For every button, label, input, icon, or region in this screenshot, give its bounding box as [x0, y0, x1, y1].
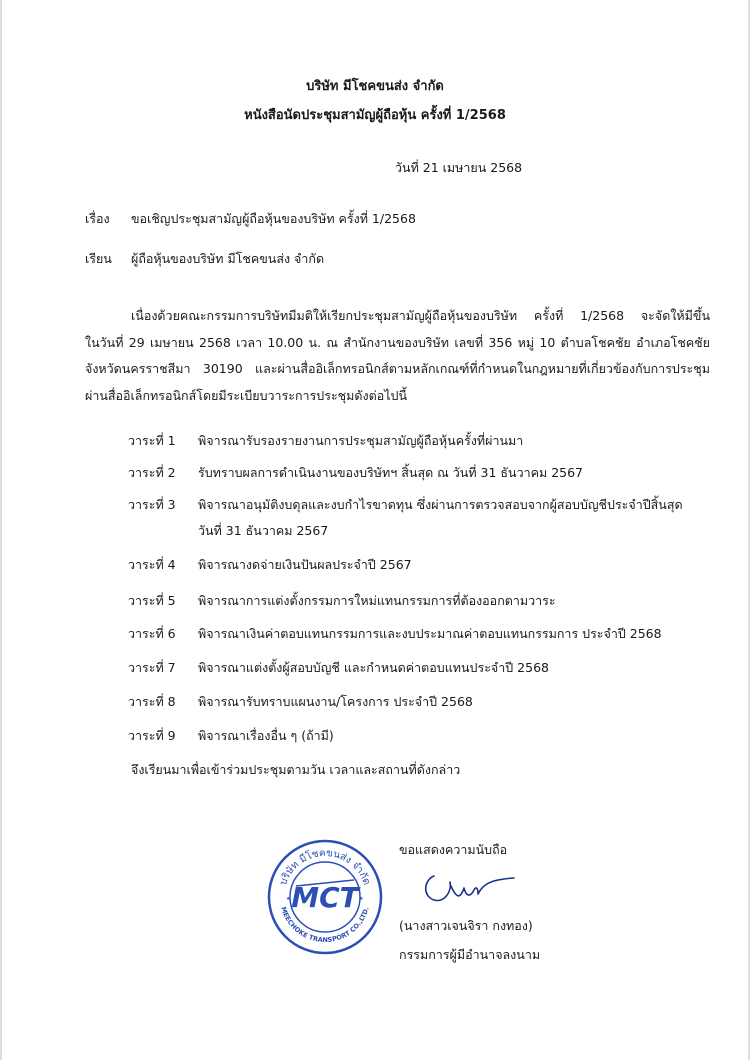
company-seal	[266, 838, 384, 956]
signer-name: (นางสาวเจนจิรา กงทอง)	[399, 918, 533, 933]
agenda-text: พิจารณาเงินค่าตอบแทนกรรมการและงบประมาณค่าตอบแทนกรรมการ ประจำปี 2568	[198, 626, 662, 641]
agenda-number: วาระที่ 5	[128, 593, 176, 608]
body-line-4: ผ่านสื่ออิเล็กทรอนิกส์โดยมีระเบียบวาระการประชุมดังต่อไปนี้	[85, 388, 407, 403]
company-title: บริษัท มีโชคขนส่ง จำกัด	[306, 79, 444, 94]
agenda-text-continued: วันที่ 31 ธันวาคม 2567	[198, 523, 329, 538]
body-line-3: จังหวัดนครราชสีมา 30190 และผ่านสื่ออิเล็กทรอนิกส์ตามหลักเกณฑ์ที่กำหนดในกฎหมายที่เกี่ยวข้องกับการประชุม	[85, 361, 710, 376]
subject-label: เรื่อง	[85, 211, 110, 226]
agenda-text: พิจารณาการแต่งตั้งกรรมการใหม่แทนกรรมการที่ต้องออกตามวาระ	[198, 593, 556, 608]
subject-text: ขอเชิญประชุมสามัญผู้ถือหุ้นของบริษัท ครั้งที่ 1/2568	[131, 211, 416, 226]
seal-top-text: บริษัท มีโชคขนส่ง จำกัด	[278, 847, 372, 887]
regards-text: ขอแสดงความนับถือ	[399, 842, 508, 857]
agenda-text: พิจารณาเรื่องอื่น ๆ (ถ้ามี)	[198, 728, 334, 743]
body-line-2: ในวันที่ 29 เมษายน 2568 เวลา 10.00 น. ณ สำนักงานของบริษัท เลขที่ 356 หมู่ 10 ตำบลโชคชัย อำเภอโชคชัย	[85, 335, 710, 350]
recipient-label: เรียน	[85, 251, 112, 266]
recipient-text: ผู้ถือหุ้นของบริษัท มีโชคขนส่ง จำกัด	[131, 251, 325, 266]
seal-star-icon: ★	[286, 896, 291, 902]
notice-date: วันที่ 21 เมษายน 2568	[395, 160, 523, 175]
agenda-number: วาระที่ 9	[128, 728, 176, 743]
agenda-text: พิจารณารับทราบแผนงาน/โครงการ ประจำปี 2568	[198, 694, 473, 709]
body-line-1: เนื่องด้วยคณะกรรมการบริษัทมีมติให้เรียกประชุมสามัญผู้ถือหุ้นของบริษัท ครั้งที่ 1/2568 จะจัดให้มีขึ้น	[131, 308, 710, 323]
closing-text: จึงเรียนมาเพื่อเข้าร่วมประชุมตามวัน เวลาและสถานที่ดังกล่าว	[131, 762, 461, 777]
page-edge-left	[0, 0, 2, 1060]
agenda-number: วาระที่ 2	[128, 465, 176, 480]
agenda-number: วาระที่ 1	[128, 433, 176, 448]
signer-position: กรรมการผู้มีอำนาจลงนาม	[399, 947, 541, 962]
agenda-number: วาระที่ 8	[128, 694, 176, 709]
agenda-text: พิจารณาอนุมัติงบดุลและงบกำไรขาดทุน ซึ่งผ่านการตรวจสอบจากผู้สอบบัญชีประจำปีสิ้นสุด	[198, 497, 683, 512]
agenda-number: วาระที่ 7	[128, 660, 176, 675]
seal-bottom-text: MEECHOKE TRANSPORT CO.,LTD.	[279, 905, 371, 945]
agenda-text: รับทราบผลการดำเนินงานของบริษัทฯ สิ้นสุด ณ วันที่ 31 ธันวาคม 2567	[198, 465, 584, 480]
agenda-text: พิจารณางดจ่ายเงินปันผลประจำปี 2567	[198, 557, 412, 572]
agenda-text: พิจารณารับรองรายงานการประชุมสามัญผู้ถือหุ้นครั้งที่ผ่านมา	[198, 433, 524, 448]
signature	[420, 866, 520, 910]
agenda-number: วาระที่ 6	[128, 626, 176, 641]
seal-logo-text: MCT	[291, 881, 359, 914]
agenda-number: วาระที่ 3	[128, 497, 176, 512]
notice-title: หนังสือนัดประชุมสามัญผู้ถือหุ้น ครั้งที่ 1/2568	[244, 108, 506, 123]
seal-star-icon: ★	[359, 896, 364, 902]
agenda-text: พิจารณาแต่งตั้งผู้สอบบัญชี และกำหนดค่าตอบแทนประจำปี 2568	[198, 660, 549, 675]
agenda-number: วาระที่ 4	[128, 557, 176, 572]
